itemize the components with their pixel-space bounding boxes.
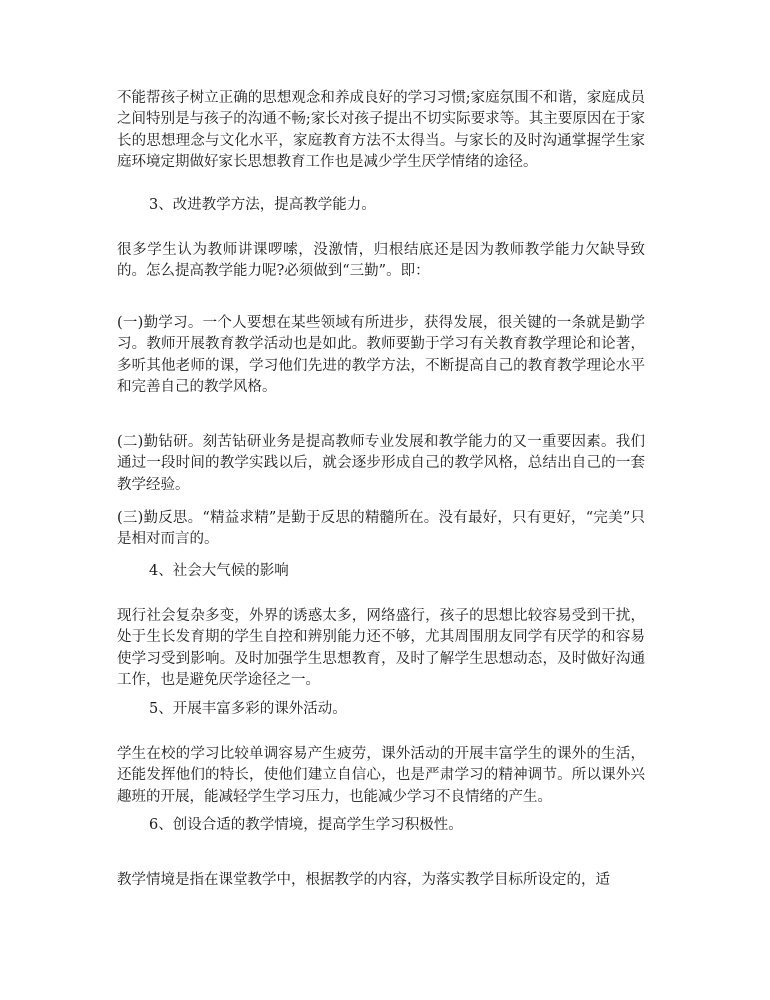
paragraph-teaching-context: 教学情境是指在课堂教学中，根据教学的内容，为落实教学目标所设定的，适 bbox=[117, 872, 610, 888]
paragraph-social-climate: 现行社会复杂多变，外界的诱惑太多，网络盛行，孩子的思想比较容易受到干扰，处于生长发育期的学生自控和辨别能力还不够，尤其周围朋友同学有厌学的和容易使学习受到影响。及时加强学生思想教育，及时了解学生思想动态，及时做好沟通工作，也是避免厌学途径之一。 bbox=[117, 608, 645, 688]
paragraph-diligent-reflection: (三)勤反思。“精益求精”是勤于反思的精髓所在。没有最好，只有更好，“完美”只是相对而言的。 bbox=[117, 510, 645, 548]
paragraph-diligent-research: (二)勤钻研。刻苦钻研业务是提高教师专业发展和教学能力的又一重要因素。我们通过一段时间的教学实践以后，就会逐步形成自己的教学风格，总结出自己的一套教学经验。 bbox=[117, 434, 645, 493]
heading-teaching-context: 6、创设合适的教学情境，提高学生学习积极性。 bbox=[149, 817, 463, 833]
heading-teaching-methods: 3、改进教学方法，提高教学能力。 bbox=[149, 197, 376, 213]
paragraph-diligent-study: (一)勤学习。一个人要想在某些领域有所进步，获得发展，很关键的一条就是勤学习。教师开展教育教学活动也是如此。教师要勤于学习有关教育教学理论和论著，多听其他老师的课，学习他们先进的教学方法，不断提高自己的教育教学理论水平和完善自己的教学风格。 bbox=[117, 315, 645, 395]
heading-social-climate: 4、社会大气候的影响 bbox=[149, 563, 289, 579]
paragraph-family-education: 不能帮孩子树立正确的思想观念和养成良好的学习习惯;家庭氛围不和谐，家庭成员之间特别是与孩子的沟通不畅;家长对孩子提出不切实际要求等。其主要原因在于家长的思想理念与文化水平，家庭教育方法不太得当。与家长的及时沟通掌握学生家庭环境定期做好家长思想教育工作也是减少学生厌学情绪的途径。 bbox=[117, 90, 645, 170]
paragraph-extracurricular: 学生在校的学习比较单调容易产生疲劳，课外活动的开展丰富学生的课外的生活，还能发挥他们的特长，使他们建立自信心，也是严肃学习的精神调节。所以课外兴趣班的开展，能减轻学生学习压力，也能减少学习不良情绪的产生。 bbox=[117, 746, 645, 805]
heading-extracurricular: 5、开展丰富多彩的课外活动。 bbox=[149, 701, 347, 717]
paragraph-teaching-ability: 很多学生认为教师讲课啰嗦，没激情，归根结底还是因为教师教学能力欠缺导致的。怎么提高教学能力呢?必须做到“三勤”。即： bbox=[117, 242, 645, 280]
